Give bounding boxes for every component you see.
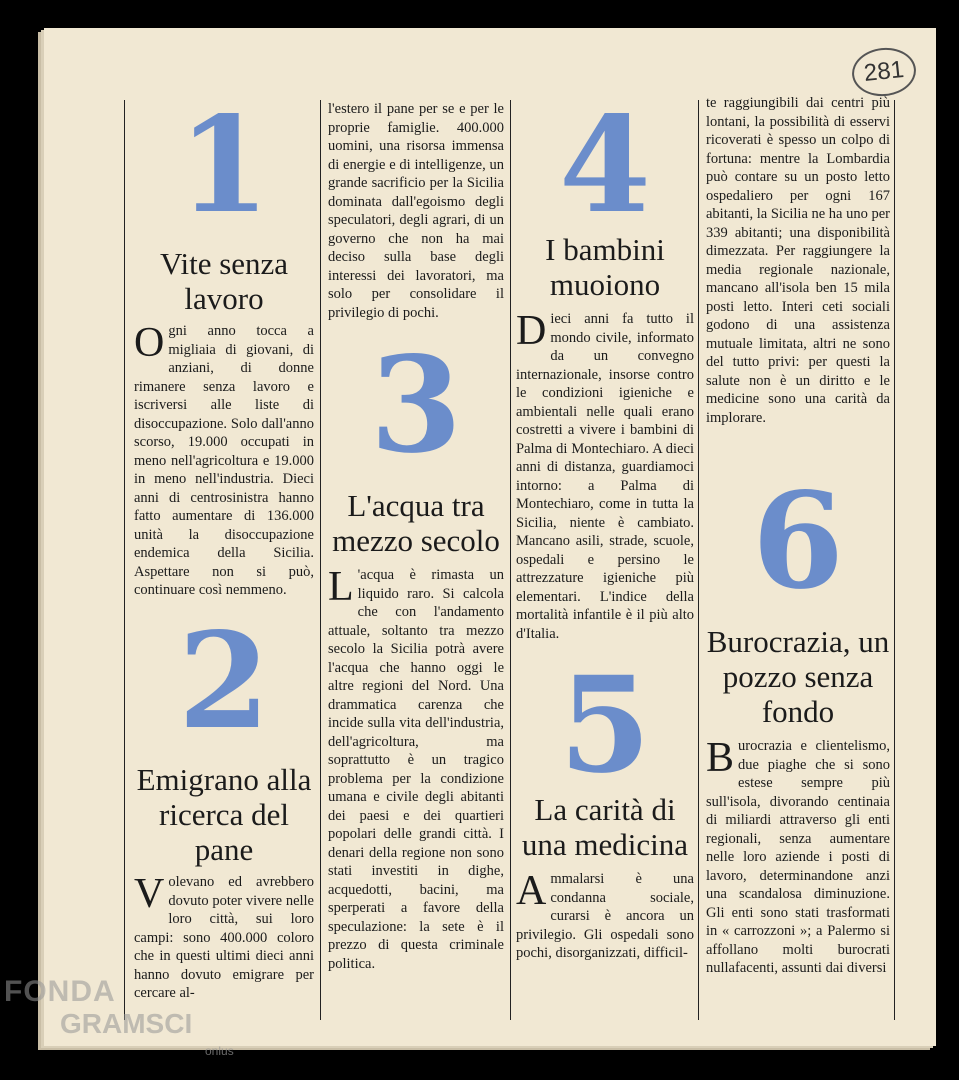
section-title-1: Vite senza lavoro [159, 246, 289, 316]
section-body-5 [516, 870, 694, 963]
drop-cap: V [134, 871, 165, 917]
section-title-5: La carità di una medicina [521, 792, 689, 862]
section-number-2: 2 [178, 604, 270, 759]
column-rule [894, 100, 895, 1020]
page-number-stamp: 281 [850, 45, 919, 99]
section-body-4 [516, 310, 694, 660]
watermark-text: onlus [205, 1044, 234, 1058]
section-body-5-continued: te raggiungibili dai centri più lontani, la possibilità di esservi ricoverati è spesso un colpo di fortuna: mentre la Lombardia può contare su un posto letto ospedaliero per ogni 167 abitanti, la Sicilia ne ha uno per 339 abitanti; una disponibilità dimezzata. Per raggiungere la media regionale nazionale, mancano all'isola ben 15 mila posti letto. Interi ceti sociali godono di una assistenza mutuale limitata, altri ne sono del tutto privi: per questi la salute non è un diritto e le medicine sono una carità da implorare. [706, 95, 891, 426]
section-title-3: L'acqua tra mezzo secolo [332, 488, 500, 558]
watermark-text: GRAMSCI [60, 1008, 193, 1039]
section-body-3 [328, 566, 504, 973]
section-text-6: urocrazia e clientelismo, due piaghe che si sono estese sempre più sull'isola, divorando centinaia di miliardi attraverso gli enti regionali, senza aumentare nelle loro aziende i posti di lavoro, determinandone anzi una scandalosa diminuzione. Gli enti sono stati trasformati in « carrozzoni »; a Palermo si affollano molti burocrati nullafacenti, assunti dai diversi [706, 738, 890, 976]
section-title-4: I bambini muoiono [545, 232, 665, 302]
section-number-1: 1 [178, 88, 270, 243]
drop-cap: B [706, 735, 735, 781]
section-text-4: ieci anni fa tutto il mondo civile, informato da un convegno internazionale, insorse contro le condizioni igieniche e ambientali nelle quali erano costretti a vivere i bambini di Palma di Montechiaro. A dieci anni di distanza, guardiamoci intorno: a Palma di Montechiaro, come in tutta la Sicilia, niente è cambiato. Mancano asili, strade, scuole, ospedali e persino le attrezzature igieniche più elementari. L'indice della mortalità infantile è il più alto d'Italia. [516, 311, 694, 642]
column-1 [134, 88, 314, 1003]
column-rule [510, 100, 511, 1020]
column-rule [320, 100, 321, 1020]
section-body-2 [134, 873, 314, 1003]
column-rule [698, 100, 699, 1020]
section-text-2: olevano ed avrebbero dovuto poter vivere nelle loro città, sui loro campi: sono 400.000 coloro che in questi ultimi dieci anni hanno dovuto emigrare per cercare al- [134, 874, 314, 1001]
section-text-5: mmalarsi è una condanna sociale, curarsi è ancora un privilegio. Gli ospedali sono pochi, disorganizzati, difficil- [516, 871, 694, 961]
section-number-6: 6 [752, 464, 844, 619]
section-text-3: 'acqua è rimasta un liquido raro. Si calcola che con l'andamento attuale, soltanto tra mezzo secolo la Sicilia potrà avere l'acqua che hanno oggi le altre regioni del Nord. Una drammatica carenza che incide sulla vita dell'industria, dell'agricoltura, ma soprattutto è un tragico problema per la condizione umana e civile degli abitanti dei paesi e dei quartieri popolari delle grandi città. I denari della regione non sono stati investiti in dighe, acquedotti, bacini, ma sperperati a favore della speculazione: la sete è il prezzo di questa criminale politica. [328, 567, 504, 972]
section-body-6 [706, 737, 890, 978]
section-text-1: gni anno tocca a migliaia di giovani, di anziani, di donne rimanere senza lavoro e iscriversi alle liste di disoccupazione. Solo dall'anno scorso, 19.000 occupati in meno nell'agricoltura e 19.000 in meno nell'industria. Dieci anni di centrosinistra hanno fatto aumentare di 136.000 unità la disoccupazione endemica della Sicilia. Aspettare non si può, continuare così nemmeno. [134, 323, 314, 598]
column-rule [124, 100, 125, 1020]
column-4 [706, 94, 890, 978]
section-body-1 [134, 322, 314, 612]
drop-cap: L [328, 564, 354, 610]
column-3 [516, 88, 694, 963]
section-number-5: 5 [559, 648, 651, 803]
drop-cap: O [134, 320, 165, 366]
section-title-2: Emigrano alla ricerca del pane [136, 762, 312, 867]
drop-cap: D [516, 308, 547, 354]
section-number-3: 3 [370, 328, 462, 483]
watermark-text: FONDA [4, 975, 116, 1008]
section-body-2-continued: l'estero il pane per se e per le proprie famiglie. 400.000 uomini, una risorsa immensa di energie e di intelligenze, un grande sacrificio per la Sicilia dominata dall'egoismo degli speculatori, degli agrari, di un governo che non ha mai deciso sulla base degli interessi dei lavoratori, ma solo per consolidare il privilegio di pochi. [328, 101, 504, 321]
drop-cap: A [516, 868, 547, 914]
column-2 [328, 100, 504, 973]
section-title-6: Burocrazia, un pozzo senza fondo [706, 624, 890, 729]
section-number-4: 4 [559, 88, 651, 243]
